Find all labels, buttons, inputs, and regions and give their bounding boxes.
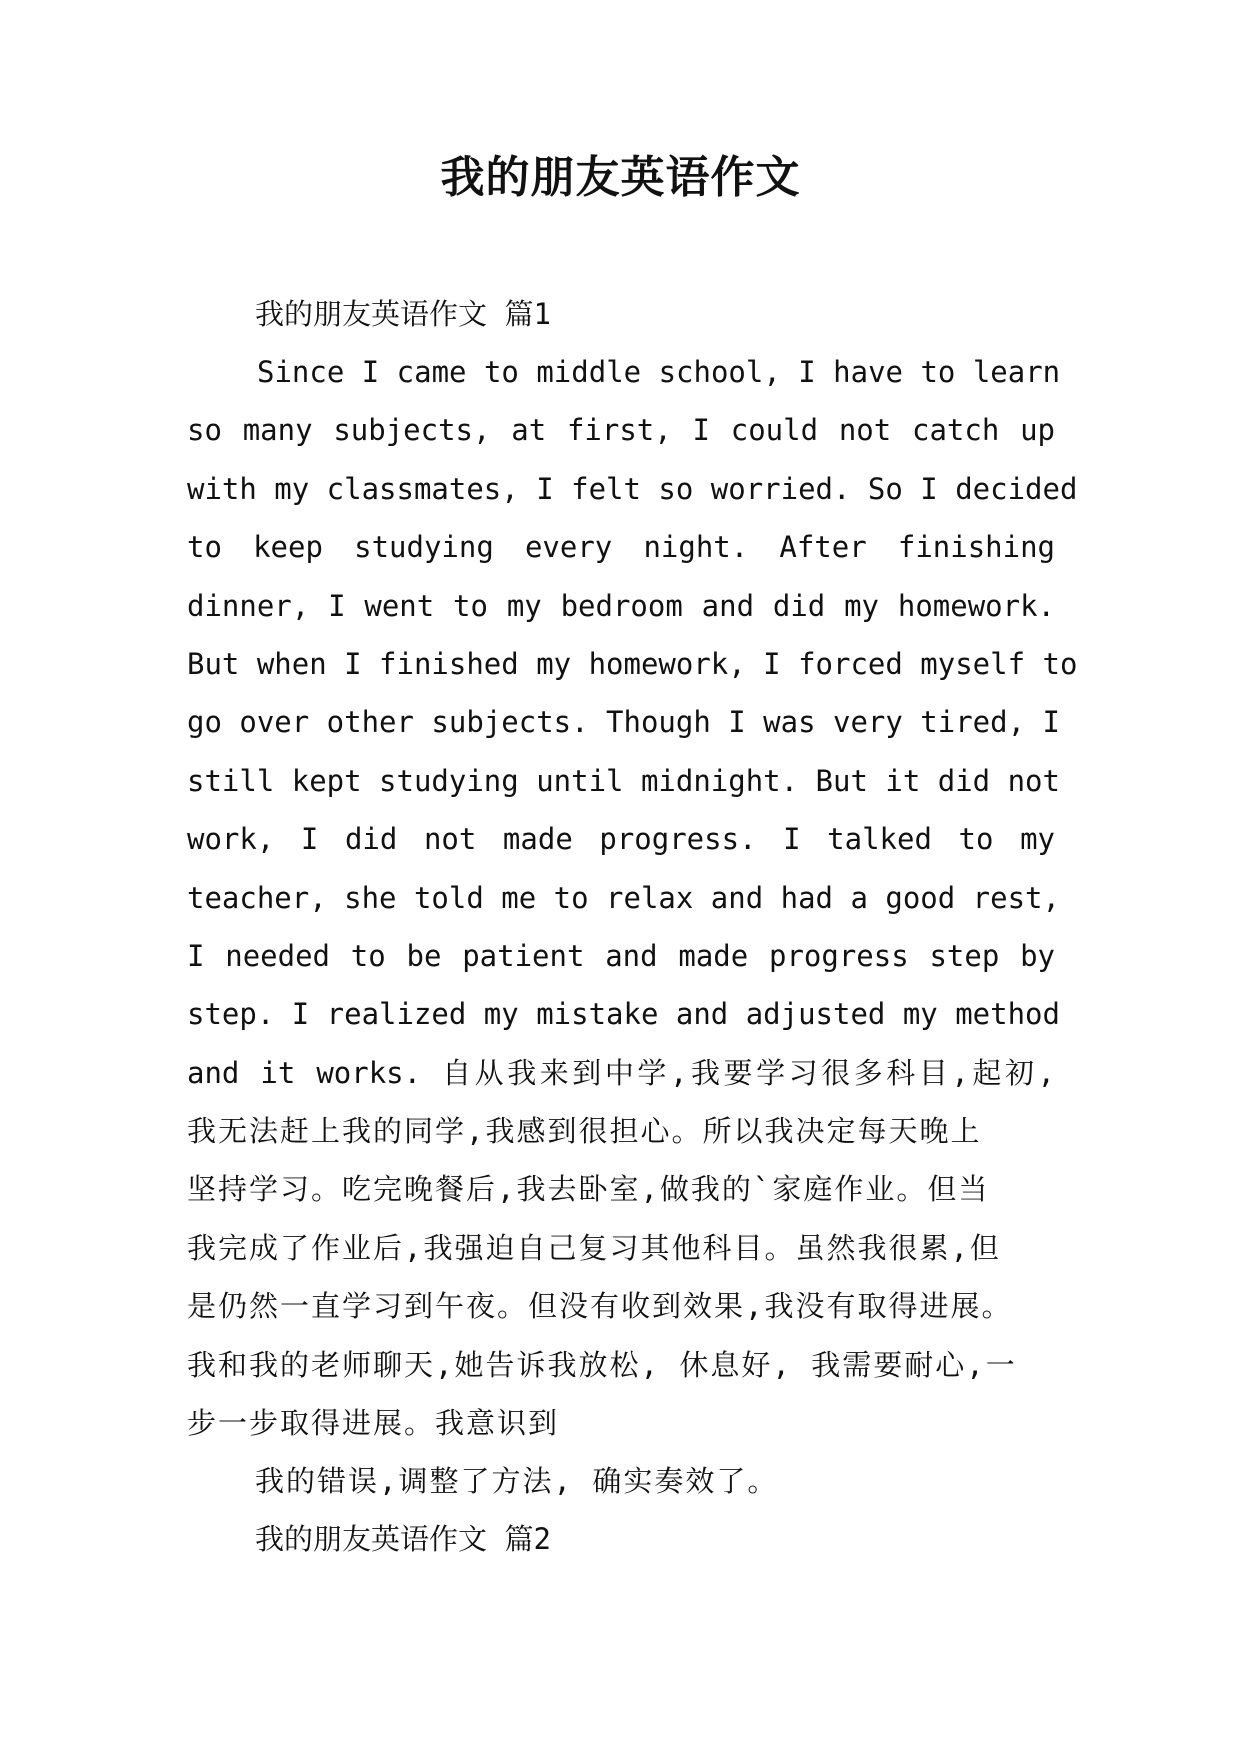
paragraph-line: 我无法赶上我的同学,我感到很担心。所以我决定每天晚上 xyxy=(187,1114,982,1149)
document-title: 我的朋友英语作文 xyxy=(440,152,801,203)
paragraph-line: teacher, she told me to relax and had a good rest, xyxy=(187,880,1060,915)
paragraph-line: 是仍然一直学习到午夜。但没有收到效果,我没有取得进展。 xyxy=(187,1289,1013,1324)
paragraph-line: But when I finished my homework, I forced myself to xyxy=(187,646,1078,681)
paragraph-line: 步一步取得进展。我意识到 xyxy=(187,1406,560,1441)
paragraph-line: dinner, I went to my bedroom and did my homework. xyxy=(187,588,1055,623)
paragraph-line: to keep studying every night. After finishing xyxy=(187,530,1055,565)
paragraph-line: go over other subjects. Though I was very tired, I xyxy=(187,705,1060,740)
paragraph-line: work, I did not made progress. I talked to my xyxy=(187,822,1055,857)
paragraph-line: 坚持学习。吃完晚餐后,我去卧室,做我的`家庭作业。但当 xyxy=(187,1172,990,1207)
paragraph-line: Since I came to middle school, I have to learn xyxy=(257,355,1061,389)
paragraph-line: still kept studying until midnight. But it did not xyxy=(187,763,1060,798)
paragraph-line: 我完成了作业后,我强迫自己复习其他科目。虽然我很累,但 xyxy=(187,1230,1001,1265)
paragraph-line: and it works. 自从我来到中学,我要学习很多科目,起初, xyxy=(187,1055,1055,1090)
section-heading-2: 我的朋友英语作文 篇2 xyxy=(255,1522,551,1557)
paragraph-1 xyxy=(187,343,1078,1452)
paragraph-line: I needed to be patient and made progress step by xyxy=(187,938,1055,973)
paragraph-line: 我和我的老师聊天,她告诉我放松, 休息好, 我需要耐心,一 xyxy=(187,1347,1017,1382)
paragraph-2: 我的错误,调整了方法, 确实奏效了。 xyxy=(255,1464,779,1499)
paragraph-line: step. I realized my mistake and adjusted my method xyxy=(187,997,1060,1032)
paragraph-line: so many subjects, at first, I could not catch up xyxy=(187,413,1055,448)
section-heading-1: 我的朋友英语作文 篇1 xyxy=(255,297,551,331)
paragraph-line: with my classmates, I felt so worried. So I decided xyxy=(187,471,1078,506)
document-body xyxy=(187,285,1078,1568)
